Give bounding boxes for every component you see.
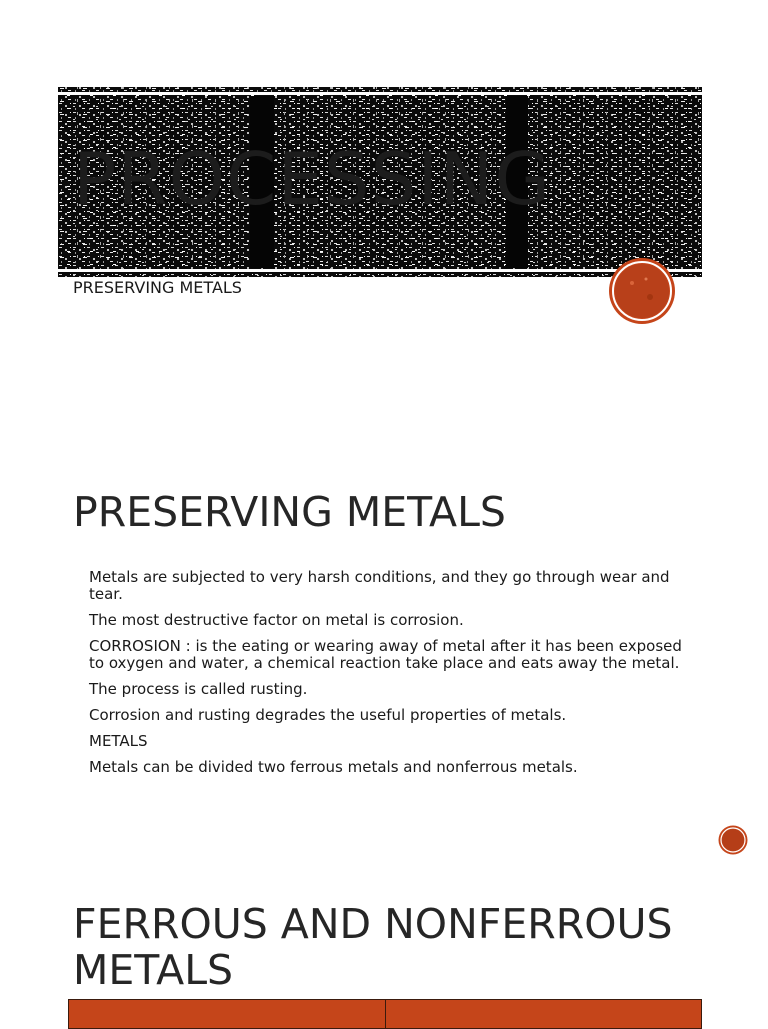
section-heading-ferrous: FERROUS AND NONFERROUS METALS [73, 900, 673, 994]
list-item: The process is called rusting. [89, 680, 308, 698]
decorative-circle-icon [608, 257, 676, 325]
decorative-circle-small-icon [718, 825, 748, 855]
list-item: Corrosion and rusting degrades the useful properties of metals. [89, 706, 567, 724]
list-item: Metals can be divided two ferrous metals and nonferrous metals. [89, 758, 578, 776]
table-header-row [68, 999, 702, 1029]
list-item: Metals are subjected to very harsh conditions, and they go through wear and tear. [89, 568, 670, 603]
section-heading-preserving: PRESERVING METALS [73, 488, 506, 536]
slide-subtitle: PRESERVING METALS [73, 278, 242, 297]
title-banner [58, 84, 702, 277]
list-item: The most destructive factor on metal is corrosion. [89, 611, 464, 629]
list-item: CORROSION : is the eating or wearing away of metal after it has been exposed to oxygen and water, a chemical reaction take place and eats away the metal. [89, 637, 682, 672]
list-item: METALS [89, 732, 148, 750]
slide-title: PROCESSING [73, 137, 552, 221]
bullet-list [89, 569, 689, 785]
